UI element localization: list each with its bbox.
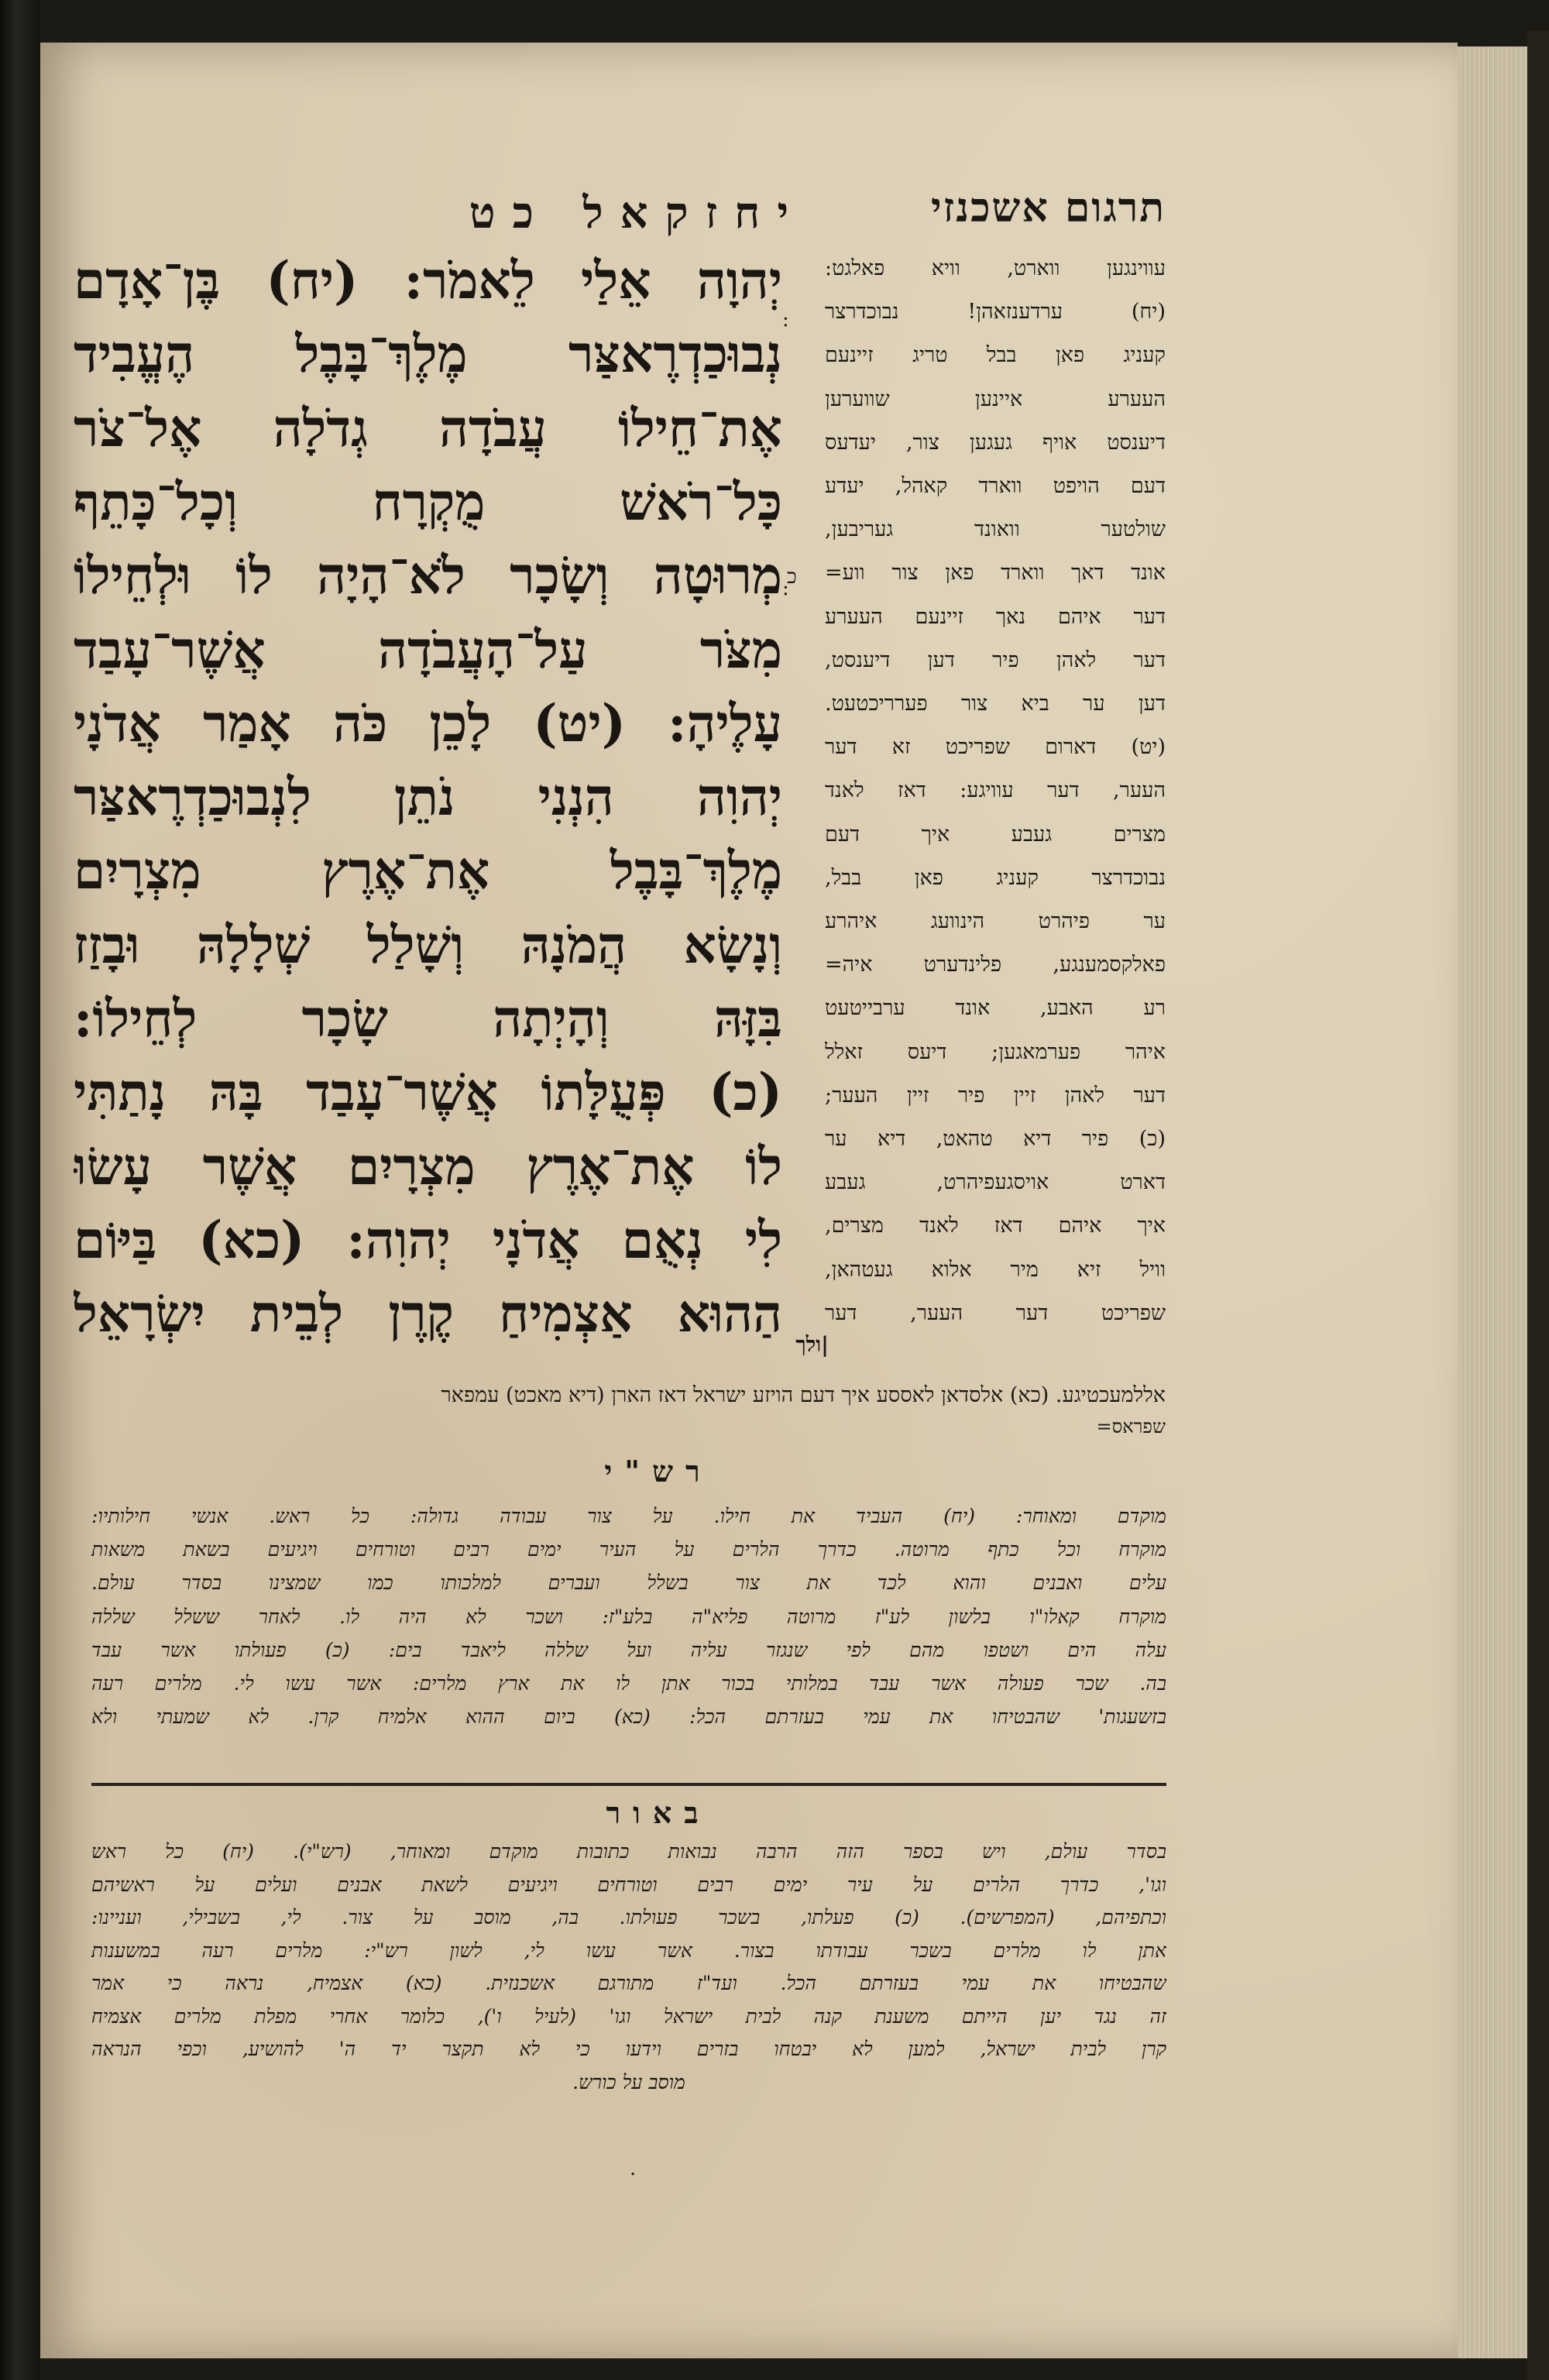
rashi-title: רש"י (604, 1454, 713, 1489)
translation-line: אונד דאך ווארד פאן צור ווע= (825, 561, 1166, 586)
book-spine (0, 0, 40, 2380)
translation-line: עווינגען ווארט, וויא פאלגט: (825, 256, 1166, 280)
hebrew-verse-line: (כ) פְּעֻלָּתוֹ אֲשֶׁר־עָבַד בָּהּ נָתַתִּי (74, 1062, 782, 1123)
beur-line: שהבטיחו את עמי בעזרתם הכל. ועד"ז מתורגם אשכנזית. (כא) אצמיח, נראה כי אמר (91, 1972, 1166, 1994)
header-right-title: תרגום אשכנזי (931, 184, 1166, 232)
rashi-line: עלים ואבנים והוא לכד את צור בשלל ועברים למלכותו כמו שמצינו בסדר עולם. (91, 1571, 1166, 1595)
translation-continuation-tail: שפראס= (1096, 1416, 1166, 1437)
rashi-line: מוקרח וכל כתף מרוטה. כדרך הלרים על העיר ימים רבים וטורחים ויגיעים בשאת משאות (91, 1538, 1166, 1561)
margin-mark-1: : (782, 308, 789, 331)
beur-line: בסדר עולם, ויש בספר הזה הרבה נבואות כתובות מוקדם ומאוחר, (רש"י). (יח) כל ראש (91, 1840, 1166, 1863)
beur-line: מוסב על כורש. (572, 2070, 685, 2093)
translation-line: דער איהם נאך זיינעם העערע (825, 604, 1166, 629)
translation-line: פאלקסמענגע, פלינדערט איה= (825, 953, 1166, 977)
margin-mark-3: : (782, 577, 789, 600)
hebrew-verse-line: אֶת־חֵילוֹ עֲבֹדָה גְדֹלָה אֶל־צֹר (74, 397, 782, 458)
hebrew-verse-line: לוֹ אֶת־אֶרֶץ מִצְרָיִם אֲשֶׁר עָשׂוּ (74, 1135, 782, 1197)
translation-line: (כ) פיר דיא טהאט, דיא ער (825, 1127, 1166, 1151)
hebrew-verse-line: וְנָשָׂא הֲמֹנָהּ וְשָׁלַל שְׁלָלָהּ וּבָזַז (74, 914, 782, 975)
translation-line: דעם הויפט ווארד קאהל, יעדע (825, 474, 1166, 498)
translation-continuation: אללמעכטיגע. (כא) אלסדאן לאססע איך דעם הויזע ישראל דאז הארן (דיא מאכט) עמפאר (441, 1383, 1166, 1407)
page-dot: . (630, 2157, 637, 2180)
translation-line: רע האבע, אונד ערבייטעט (825, 996, 1166, 1021)
translation-line: ער פיהרט הינוועג איהרע (825, 909, 1166, 933)
hebrew-verse-line: יְהוָה אֵלַי לֵאמֹר: (יח) בֶּן־אָדָם (74, 250, 782, 311)
rashi-line: מוקרח קאלו"ו בלשון לע"ז מרוטה פליא"ה בלע"ז: ושכר לא היה לו. לאחר ששלל שללה (91, 1605, 1166, 1628)
margin-mark-2: כ (787, 565, 797, 589)
hebrew-verse-line: נְבוּכַדְרֶאצַּר מֶלֶךְ־בָּבֶל הֶעֱבִיד (74, 324, 782, 385)
hebrew-verse-line: מֶלֶךְ־בָּבֶל אֶת־אֶרֶץ מִצְרָיִם (74, 840, 782, 902)
rashi-line: בזשעגות' שהבטיחו את עמי בעזרתם הכל: (כא) ביום ההוא אלמיח קרן. לא שמעתי ולא (91, 1705, 1166, 1729)
translation-line: (יט) דארום שפריכט זא דער (825, 735, 1166, 760)
page-edges (1458, 46, 1527, 2358)
hebrew-verse-line: עָלֶיהָ: (יט) לָכֵן כֹּה אָמַר אֲדֹנָי (74, 692, 782, 754)
rashi-line: עלה הים ושטפו מהם לפי שנגזר עליה ועל שללה ליאבד בים: (כ) פעולתו אשר עבד (91, 1638, 1166, 1661)
beur-line: וכתפיהם, (המפרשים). (כ) פעלתו, בשכר פעולתו. בה, מוסב על צור. לי, בשבילי, ועניינו: (91, 1906, 1166, 1928)
translation-line: העער, דער עוויגע: דאז לאנד (825, 778, 1166, 803)
translation-line: איהר פערמאגען; דיעס זאלל (825, 1039, 1166, 1064)
translation-line: וויל זיא מיר אלוא געטהאן, (825, 1257, 1166, 1282)
translation-line: איך איהם דאז לאנד מצרים, (825, 1214, 1166, 1238)
beur-line: קרן לבית ישראל, למען לא יבטחו בזרים וידעו כי לא תקצר יד ה' להושיע, וכפי הנראה (91, 2038, 1166, 2060)
rashi-line: מוקדם ומאוחר: (יח) העביד את חילו. על צור עבודה גדולה: כל ראש. אנשי חילותיו: (91, 1505, 1166, 1527)
translation-line: דארט אויסגעפיהרט, געבע (825, 1170, 1166, 1195)
translation-line: דען ער ביא צור פערריכטעט. (825, 692, 1166, 716)
translation-line: שולטער וואונד געריבען, (825, 517, 1166, 542)
beur-title: באור (606, 1795, 711, 1830)
translation-line: נבוכדרצר קעניג פאן בבל, (825, 865, 1166, 890)
beur-line: אתן לו מלרים בשכר עבודתו בצור. אשר עשו לי, לשון רש"י: מלרים רעה במשענות (91, 1939, 1166, 1962)
book-cover-edge (1527, 31, 1549, 2380)
hebrew-verse-line: יְהוִה הִנְנִי נֹתֵן לִנְבוּכַדְרֶאצַּר (74, 767, 782, 828)
beur-line: זה נגד יען הייתם משענת קנה לבית ישראל וגו' (לעיל ו'), כלומר אחרי מפלת מלרים אצמיח (91, 2004, 1166, 2028)
header-left-title: יחזקאל כט (469, 187, 805, 239)
translation-line: דער לאהן זיין פיר זיין העער; (825, 1083, 1166, 1108)
translation-line: מצרים געבע איך דעם (825, 822, 1166, 847)
translation-line: קעניג פאן בבל טריג זיינעם (825, 343, 1166, 368)
translation-line: דער לאהן פיר דען דיענסט, (825, 647, 1166, 672)
beur-line: וגו', כדרך הלרים על עיר ימים רבים וטורחים ויגיעים לשאת אבנים ועלים על ראשיהם (91, 1873, 1166, 1896)
hebrew-verse-line: מְרוּטָה וְשָׂכָר לֹא־הָיָה לוֹ וּלְחֵילוֹ (74, 545, 782, 606)
translation-line: שפריכט דער העער, דער (825, 1300, 1166, 1325)
translation-line: העערע איינען שווערען (825, 386, 1166, 411)
hebrew-verse-line: הַהוּא אַצְמִיחַ קֶרֶן לְבֵית יִשְׂרָאֵל (74, 1283, 782, 1345)
hebrew-verse-line: מִצֹּר עַל־הָעֲבֹדָה אֲשֶׁר־עָבַד (74, 619, 782, 680)
section-divider (91, 1783, 1166, 1786)
hebrew-verse-line: לִי נְאֻם אֲדֹנָי יְהוִה: (כא) בַּיּוֹם (74, 1209, 782, 1270)
verse-end-mark: |ולך (795, 1333, 829, 1357)
translation-line: (יח) ערדענזאהן! נבוכדרצר (825, 300, 1166, 325)
rashi-line: בה. שכר פעולה אשר עבד במלותי בכור אתן לו את ארץ מלרים: אשר עשו לי. מלרים רעה (91, 1672, 1166, 1695)
translation-line: דיענסט אויף געגען צור, יעדעס (825, 430, 1166, 455)
hebrew-verse-line: כָּל־רֹאשׁ מֻקְרָח וְכָל־כָּתֵף (74, 471, 782, 532)
hebrew-verse-line: בִּזָּהּ וְהָיְתָה שָׂכָר לְחֵילוֹ: (74, 988, 782, 1049)
